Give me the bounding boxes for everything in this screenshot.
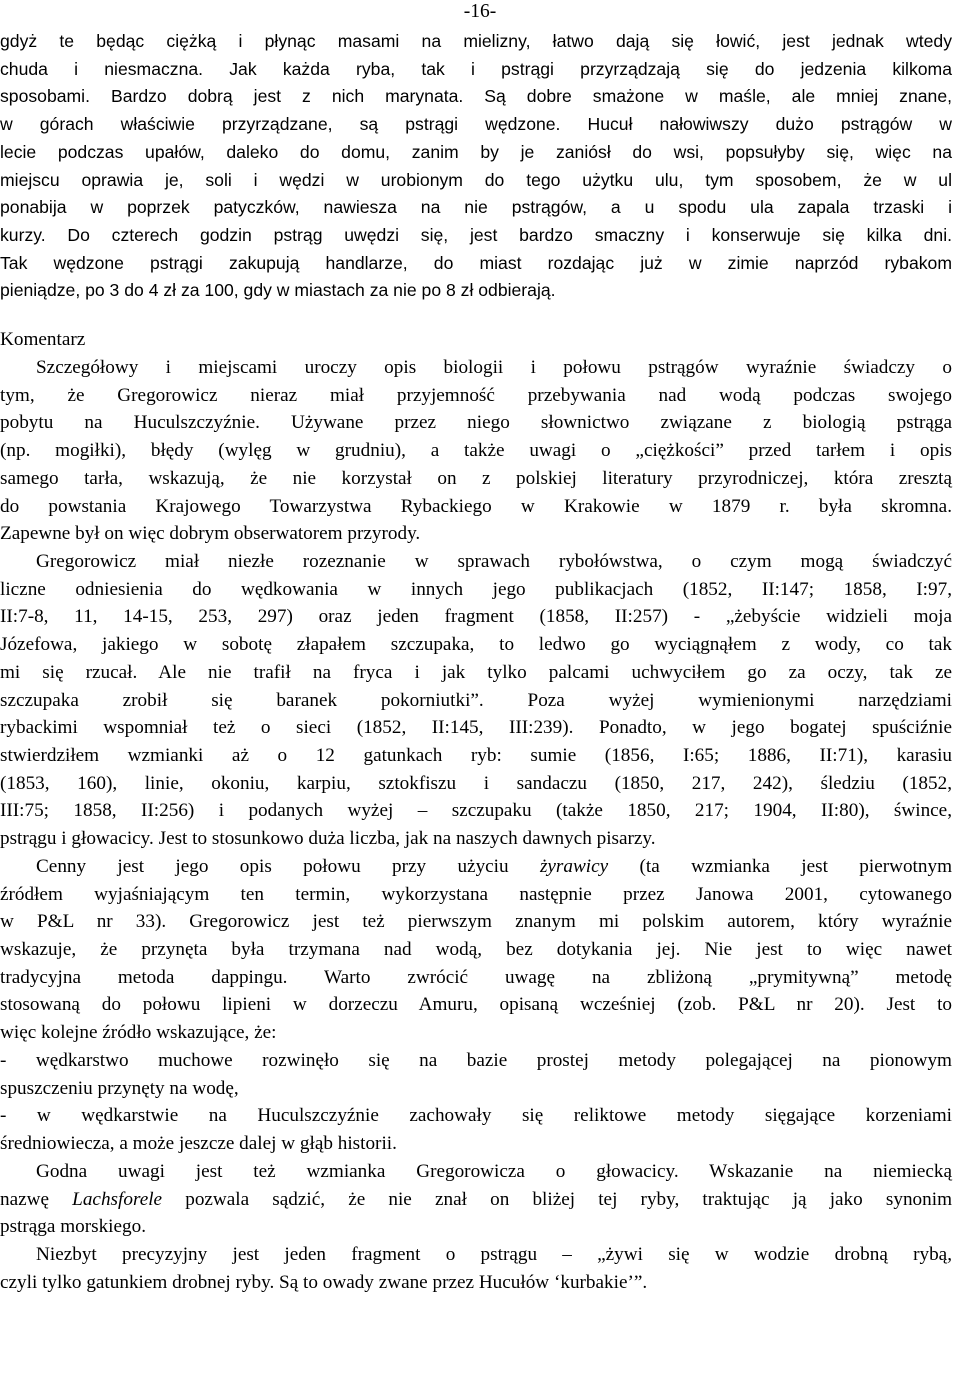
text-line: Niezbyt precyzyjny jest jeden fragment o pstrągu – „żywi się w wodzie drobną rybą, (36, 1243, 952, 1265)
text-line: szczupaka zrobił się baranek pokorniutki”. Poza wyżej wymienionymi narzędziami (0, 689, 952, 711)
text-line: stosowaną do połowu lipieni w dorzeczu Amuru, opisaną wcześniej (zob. P&L nr 20). Jest to (0, 994, 952, 1016)
text-line: liczne odniesienia do wędkowania w innych jego publikacjach (1852, II:147; 1858, I:97, (0, 578, 952, 600)
text-line: pobytu na Huculszczyźnie. Używane przez niego słownictwo związane z biologią pstrąga (0, 412, 952, 434)
text-line: Godna uwagi jest też wzmianka Gregorowicza o głowacicy. Wskazanie na niemiecką (36, 1160, 952, 1182)
text-line: w górach właściwie przyrządzane, są pstrągi wędzone. Hucuł nałowiwszy dużo pstrągów w (0, 114, 952, 135)
text-line: Gregorowicz miał niezłe rozeznanie w sprawach rybołówstwa, o czym mogą świadczyć (36, 550, 952, 572)
text-line: samego tarła, wskazują, że nie korzystał on z polskiej literatury przyrodniczej, która zresztą (0, 467, 952, 489)
text-line: średniowiecza, a może jeszcze dalej w głąb historii. (0, 1133, 397, 1155)
text-line: źródłem wyjaśniającym ten termin, wykorzystana następnie przez Janowa 2001, cytowanego (0, 883, 952, 905)
text-line: Zapewne był on więc dobrym obserwatorem przyrody. (0, 523, 421, 545)
text-line: - w wędkarstwie na Huculszczyźnie zachowały się reliktowe metody sięgające korzeniami (0, 1105, 952, 1127)
text-line: lecie podczas upałów, daleko do domu, zanim by je zaniósł do wsi, popsułyby się, więc na (0, 141, 952, 162)
text-line: Józefowa, jakiego w sobotę złapałem szczupaka, to ledwo go wyciągnąłem z wody, co tak (0, 634, 952, 656)
text-line: wskazuje, że przynęta była trzymana nad wodą, bez dotykania jej. Nie jest to więc nawet (0, 939, 952, 961)
text-line: pieniądze, po 3 do 4 zł za 100, gdy w miastach za nie po 8 zł odbierają. (0, 280, 556, 301)
text-line: do powstania Krajowego Towarzystwa Rybackiego w Krakowie w 1879 r. była skromna. (0, 495, 952, 517)
text-line: Tak wędzone pstrągi zakupują handlarze, do miast rozdając już w zimie naprzód rybakom (0, 252, 952, 273)
text-line: Szczegółowy i miejscami uroczy opis biologii i połowu pstrągów wyraźnie świadczy o (36, 356, 952, 378)
text-line: pstrąga morskiego. (0, 1216, 147, 1238)
text-line: miejscu oprawia je, soli i wędzi w urobionym do tego użytku ulu, tym sposobem, że w ul (0, 169, 952, 190)
text-line: sposobami. Bardzo dobrą jest z nich marynata. Są dobre smażone w maśle, ale mniej znane, (0, 86, 952, 107)
text-line: chuda i niesmaczna. Jak każda ryba, tak i pstrągi przyrządzają się do jedzenia kilkoma (0, 58, 952, 79)
text-line: (1853, 160), linie, okoniu, karpiu, sztokfiszu i sandaczu (1850, 217, 242), śledziu (1852, (0, 772, 952, 794)
section-heading: Komentarz (0, 329, 86, 351)
text-line: tradycyjna metoda dappingu. Warto zwrócić uwagę na zbliżoną „prymitywną” metodę (0, 966, 952, 988)
text-line: stwierdziłem wzmianki aż o 12 gatunkach ryb: sumie (1856, I:65; 1886, II:71), karasiu (0, 745, 952, 766)
text-line: gdyż te będąc ciężką i płynąc masami na mielizny, łatwo dają się łowić, jest jednak wtedy (0, 31, 952, 51)
text-line: - wędkarstwo muchowe rozwinęło się na bazie prostej metody polegającej na pionowym (0, 1049, 952, 1071)
text-line: w P&L nr 33). Gregorowicz jest też pierwszym znanym mi polskim autorem, który wyraźnie (0, 911, 952, 933)
text-line: tym, że Gregorowicz nieraz miał przyjemność przebywania nad wodą podczas swojego (0, 384, 952, 406)
text-line: więc kolejne źródło wskazujące, że: (0, 1022, 277, 1044)
text-line: II:7-8, 11, 14-15, 253, 297) oraz jeden fragment (1858, II:257) - „żebyście widzieli moja (0, 606, 952, 628)
text-line: pstrągu i głowacicy. Jest to stosunkowo duża liczba, jak na naszych dawnych pisarzy. (0, 828, 656, 850)
text-line: Cenny jest jego opis połowu przy użyciu żyrawicy (ta wzmianka jest pierwotnym (36, 855, 952, 877)
text-line: III:75; 1858, II:256) i podanych wyżej – szczupaku (także 1850, 217; 1904, II:80), śwince, (0, 800, 952, 822)
text-line: ponabija w poprzek patyczków, nawiesza na nie pstrągów, a u spodu ula zapala trzaski i (0, 197, 952, 218)
text-line: nazwę Lachsforele pozwala sądzić, że nie znał on bliżej tej ryby, traktując ją jako synonim (0, 1188, 953, 1210)
text-line: czyli tylko gatunkiem drobnej ryby. Są to owady zwane przez Hucułów ‘kurbakie’”. (0, 1271, 648, 1293)
text-line: kurzy. Do czterech godzin pstrąg uwędzi się, jest bardzo smaczny i konserwuje się kilka dni. (0, 225, 952, 246)
text-line: rybackimi wspomniał też o sieci (1852, II:145, III:239). Ponadto, w jego bogatej spuściźnie (0, 717, 952, 739)
text-line: mi się rzucał. Ale nie trafił na fryca i jak tylko palcami uchwyciłem go za oczy, tak ze (0, 661, 952, 683)
text-line: (np. mogiłki), błędy (wylęg w grudniu), a także uwagi o „ciężkości” przed tarłem i opis (0, 440, 952, 462)
page-number: -16- (463, 1, 497, 22)
text-line: spuszczeniu przynęty na wodę, (0, 1077, 239, 1099)
